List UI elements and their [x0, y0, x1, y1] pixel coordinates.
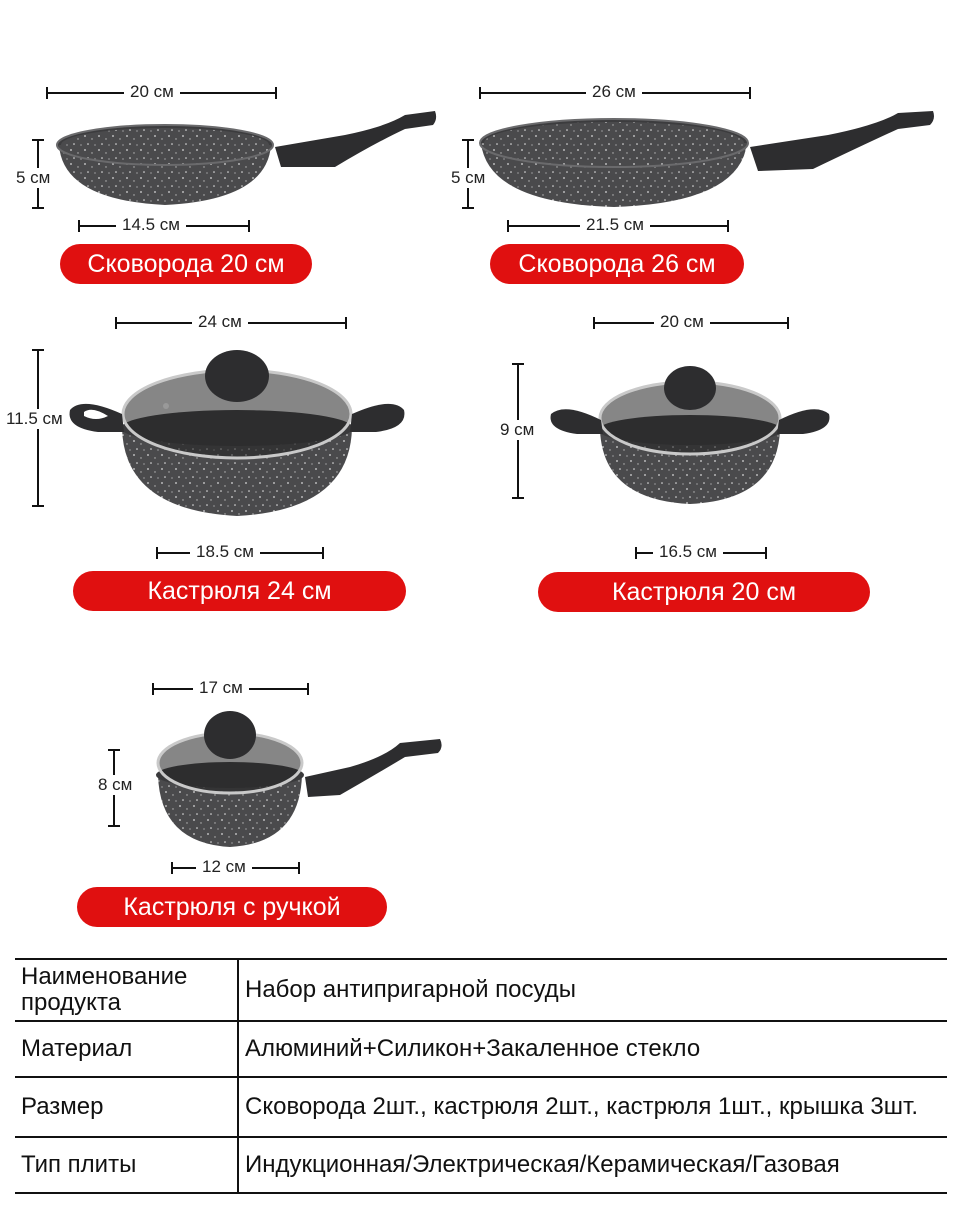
- spec-value: Сковорода 2шт., кастрюля 2шт., кастрюля 1шт., крышка 3шт.: [238, 1077, 947, 1137]
- bottom-dimension-label: 12 см: [196, 857, 252, 877]
- height-dimension-label: 5 см: [445, 168, 491, 188]
- product-label-badge: Кастрюля с ручкой: [77, 887, 387, 927]
- product-label-badge: Сковорода 20 см: [60, 244, 312, 284]
- top-dimension-label: 20 см: [124, 82, 180, 102]
- spec-key: Тип плиты: [15, 1137, 238, 1193]
- height-dimension-label: 11.5 см: [0, 409, 69, 429]
- saucepan-image: [150, 705, 450, 855]
- product-label-badge: Кастрюля 20 см: [538, 572, 870, 612]
- bottom-dimension-label: 18.5 см: [190, 542, 260, 562]
- spec-key: Материал: [15, 1021, 238, 1077]
- spec-value: Индукционная/Электрическая/Керамическая/Газовая: [238, 1137, 947, 1193]
- top-dimension-label: 24 см: [192, 312, 248, 332]
- specification-table: [15, 958, 947, 1194]
- table-row: [15, 1137, 947, 1193]
- height-dimension-label: 5 см: [10, 168, 56, 188]
- top-dimension-label: 20 см: [654, 312, 710, 332]
- spec-key: Наименование продукта: [15, 959, 238, 1021]
- height-dimension-label: 8 см: [92, 775, 138, 795]
- product-label-badge: Кастрюля 24 см: [73, 571, 406, 611]
- spec-value: Алюминий+Силикон+Закаленное стекло: [238, 1021, 947, 1077]
- top-dimension-label: 17 см: [193, 678, 249, 698]
- bottom-dimension-label: 16.5 см: [653, 542, 723, 562]
- spec-key: Размер: [15, 1077, 238, 1137]
- frying-pan-image: [478, 105, 938, 215]
- spec-value: Набор антипригарной посуды: [238, 959, 947, 1021]
- product-label-badge: Сковорода 26 см: [490, 244, 744, 284]
- table-row: [15, 1021, 947, 1077]
- table-row: [15, 1077, 947, 1137]
- height-dimension-label: 9 см: [494, 420, 540, 440]
- frying-pan-image: [55, 105, 440, 215]
- bottom-dimension-label: 14.5 см: [116, 215, 186, 235]
- bottom-dimension-label: 21.5 см: [580, 215, 650, 235]
- table-row: [15, 959, 947, 1021]
- top-dimension-label: 26 см: [586, 82, 642, 102]
- pot-image: [62, 340, 417, 530]
- pot-image: [545, 360, 840, 520]
